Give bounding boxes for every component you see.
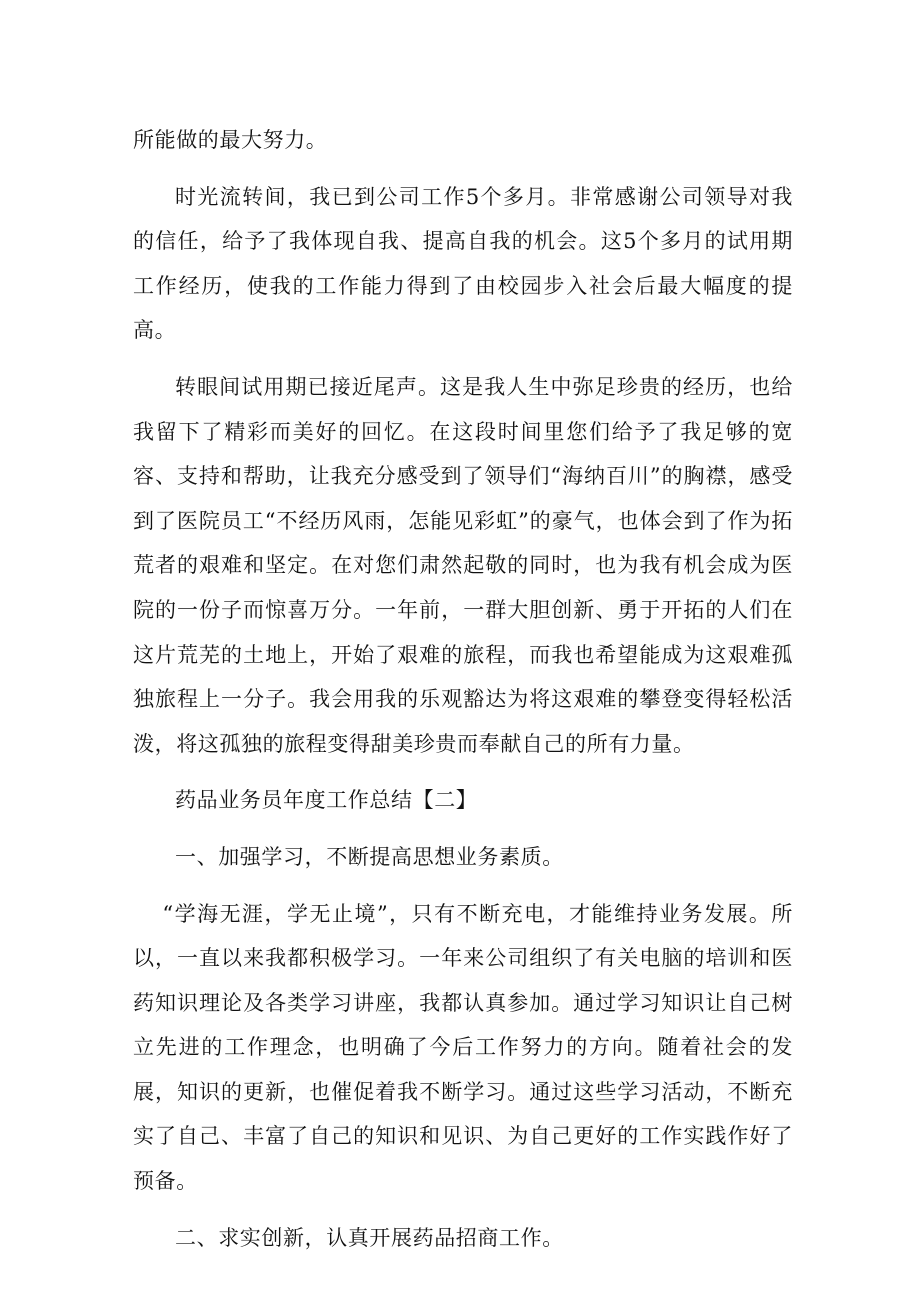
- heading-innovation: 二、求实创新，认真开展药品招商工作。: [175, 1225, 564, 1250]
- heading-strengthen-learning: 一、加强学习，不断提高思想业务素质。: [175, 844, 564, 869]
- paragraph-probation-ending: 转眼间试用期已接近尾声。这是我人生中弥足珍贵的经历，也给我留下了精彩而美好的回忆。在这段时间里您们给予了我足够的宽容、支持和帮助，让我充分感受到了领导们“海纳百川”的胸襟，感受到了医院员工“不经历风雨，怎能见彩虹”的豪气，也体会到了作为拓荒者的艰难和坚定。在对您们肃然起敬的同时，也为我有机会成为医院的一份子而惊喜万分。一年前，一群大胆创新、勇于开拓的人们在这片荒芜的土地上，开始了艰难的旅程，而我也希望能成为这艰难孤独旅程上一分子。我会用我的乐观豁达为将这艰难的攀登变得轻松活泼，将这孤独的旅程变得甜美珍贵而奉献自己的所有力量。: [133, 374, 793, 756]
- paragraph-continuation: 所能做的最大努力。: [133, 128, 328, 152]
- section-title-summary-two: 药品业务员年度工作总结【二】: [175, 788, 478, 813]
- paragraph-work-duration: 时光流转间，我已到公司工作5个多月。非常感谢公司领导对我的信任，给予了我体现自我、提高自我的机会。这5个多月的试用期工作经历，使我的工作能力得到了由校园步入社会后最大幅度的提高。: [133, 184, 793, 343]
- paragraph-learning-details: “学海无涯，学无止境”，只有不断充电，才能维持业务发展。所以，一直以来我都积极学习。一年来公司组织了有关电脑的培训和医药知识理论及各类学习讲座，我都认真参加。通过学习知识让自己树立先进的工作理念，也明确了今后工作努力的方向。随着社会的发展，知识的更新，也催促着我不断学习。通过这些学习活动，不断充实了自己、丰富了自己的知识和见识、为自己更好的工作实践作好了预备。: [133, 901, 793, 1194]
- document-body: [133, 118, 793, 1272]
